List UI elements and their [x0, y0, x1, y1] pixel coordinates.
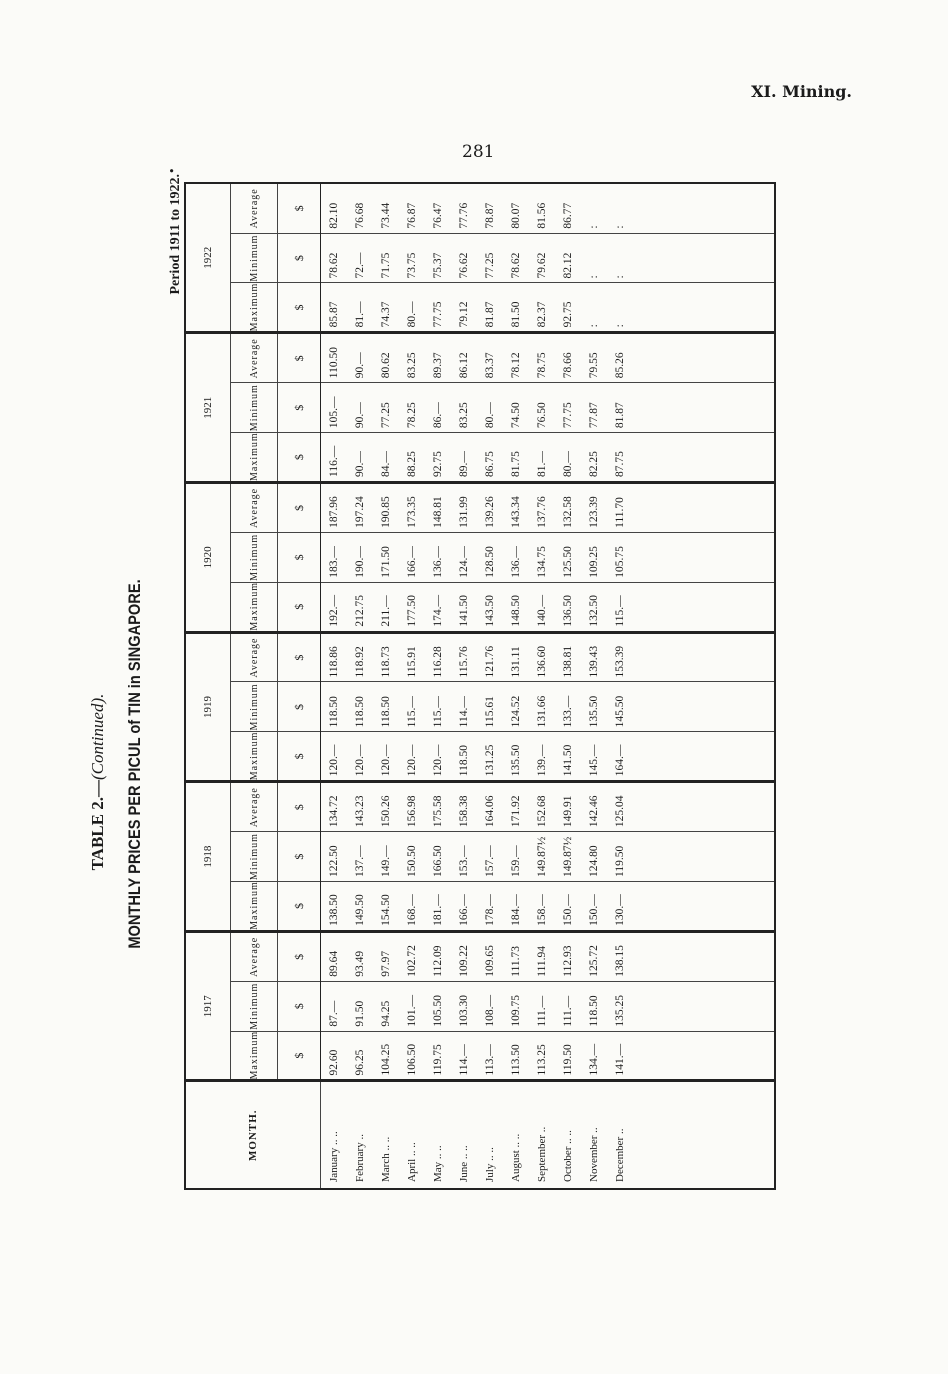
price-cell: 81.75	[503, 433, 529, 483]
month-cell: November ..	[581, 1081, 607, 1189]
price-cell: 125.04	[607, 782, 633, 832]
price-cell: 113.—	[477, 1031, 503, 1081]
price-cell: 121.76	[477, 632, 503, 682]
currency-symbol: $	[278, 931, 321, 981]
price-cell: 139.43	[581, 632, 607, 682]
price-cell: 152.68	[529, 782, 555, 832]
price-cell: 138.50	[321, 882, 348, 932]
price-cell: 158.—	[529, 882, 555, 932]
price-cell: 212.75	[347, 582, 373, 632]
price-cell: 141.50	[451, 582, 477, 632]
price-cell: 106.50	[399, 1031, 425, 1081]
period-label: Period 1911 to 1922.	[168, 174, 183, 295]
currency-symbol: $	[278, 183, 321, 233]
price-cell: 78.75	[529, 333, 555, 383]
price-cell: 86.12	[451, 333, 477, 383]
price-cell: 143.34	[503, 483, 529, 533]
price-cell: 74.37	[373, 283, 399, 333]
price-cell: 120.—	[347, 732, 373, 782]
month-cell: April .. ..	[399, 1081, 425, 1189]
price-cell: 136.60	[529, 632, 555, 682]
price-cell: 81.50	[503, 283, 529, 333]
price-cell: 148.81	[425, 483, 451, 533]
price-cell: 77.76	[451, 183, 477, 233]
price-cell: 81.87	[477, 283, 503, 333]
price-cell: 118.50	[581, 981, 607, 1031]
currency-symbol: $	[278, 882, 321, 932]
price-cell: 136.—	[503, 532, 529, 582]
price-cell: 84.—	[373, 433, 399, 483]
price-cell: 111.—	[555, 981, 581, 1031]
price-cell: 92.60	[321, 1031, 348, 1081]
price-cell: 75.37	[425, 233, 451, 283]
price-cell: 145.50	[607, 682, 633, 732]
price-cell: 73.75	[399, 233, 425, 283]
month-cell: February ..	[347, 1081, 373, 1189]
price-cell: 125.50	[555, 532, 581, 582]
subheader-maximum: Maximum	[231, 882, 278, 932]
price-cell: 83.37	[477, 333, 503, 383]
price-cell: :	[581, 233, 607, 283]
price-cell: 77.75	[425, 283, 451, 333]
price-cell: 116.28	[425, 632, 451, 682]
currency-symbol: $	[278, 632, 321, 682]
currency-symbol: $	[278, 1031, 321, 1081]
price-cell: 109.22	[451, 931, 477, 981]
price-cell: 109.65	[477, 931, 503, 981]
price-cell: 164.—	[607, 732, 633, 782]
table-row	[399, 183, 425, 1189]
table-row	[373, 183, 399, 1189]
price-cell: 81.56	[529, 183, 555, 233]
price-cell: 178.—	[477, 882, 503, 932]
price-cell: 78.66	[555, 333, 581, 383]
price-cell: 171.50	[373, 532, 399, 582]
table-row	[477, 183, 503, 1189]
price-cell: 102.72	[399, 931, 425, 981]
price-cell: 131.99	[451, 483, 477, 533]
currency-symbol: $	[278, 233, 321, 283]
price-cell: 73.44	[373, 183, 399, 233]
price-cell: 119.50	[555, 1031, 581, 1081]
subheader-average: Average	[231, 333, 278, 383]
price-cell: 166.—	[451, 882, 477, 932]
subheader-maximum: Maximum	[231, 582, 278, 632]
table-row	[451, 183, 477, 1189]
subheader-maximum: Maximum	[231, 283, 278, 333]
table-row	[321, 183, 348, 1189]
month-column-header: MONTH.	[185, 1081, 321, 1189]
month-cell: July .. ..	[477, 1081, 503, 1189]
price-cell: 80.—	[555, 433, 581, 483]
price-cell: 112.93	[555, 931, 581, 981]
price-cell: 158.38	[451, 782, 477, 832]
price-cell: 174.—	[425, 582, 451, 632]
price-cell: 76.50	[529, 383, 555, 433]
price-cell: 93.49	[347, 931, 373, 981]
price-cell: 134.72	[321, 782, 348, 832]
price-cell: 118.50	[451, 732, 477, 782]
price-cell: 190.85	[373, 483, 399, 533]
currency-symbol: $	[278, 333, 321, 383]
price-cell: 131.25	[477, 732, 503, 782]
subheader-average: Average	[231, 782, 278, 832]
table-row	[529, 183, 555, 1189]
price-cell: 89.37	[425, 333, 451, 383]
month-cell: May .. ..	[425, 1081, 451, 1189]
subheader-maximum: Maximum	[231, 732, 278, 782]
price-cell: 149.—	[373, 832, 399, 882]
currency-symbol: $	[278, 832, 321, 882]
table-row	[347, 183, 373, 1189]
price-cell: 89.—	[451, 433, 477, 483]
price-cell: 124.52	[503, 682, 529, 732]
tin-price-table	[184, 182, 776, 1190]
price-cell: 211.—	[373, 582, 399, 632]
price-cell: 115.—	[607, 582, 633, 632]
price-cell: 141.50	[555, 732, 581, 782]
subheader-average: Average	[231, 931, 278, 981]
price-cell: 92.75	[425, 433, 451, 483]
price-cell: 91.50	[347, 981, 373, 1031]
price-cell: 114.—	[451, 682, 477, 732]
price-cell: 109.75	[503, 981, 529, 1031]
price-cell: 78.25	[399, 383, 425, 433]
price-cell: 135.50	[581, 682, 607, 732]
price-cell: 79.62	[529, 233, 555, 283]
price-cell: 173.35	[399, 483, 425, 533]
price-cell: 78.12	[503, 333, 529, 383]
table-title-continued: (Continued).	[88, 693, 107, 781]
price-cell: 190.—	[347, 532, 373, 582]
price-cell: 92.75	[555, 283, 581, 333]
price-cell: :	[581, 283, 607, 333]
price-cell: 87.—	[321, 981, 348, 1031]
price-cell: 81.—	[347, 283, 373, 333]
year-header: 1918	[185, 782, 231, 932]
month-cell: January .. ..	[321, 1081, 348, 1189]
subheader-average: Average	[231, 632, 278, 682]
price-cell: 134.—	[581, 1031, 607, 1081]
price-cell: 114.—	[451, 1031, 477, 1081]
price-cell: 86.75	[477, 433, 503, 483]
price-cell: 181.—	[425, 882, 451, 932]
price-cell: 111.70	[607, 483, 633, 533]
price-cell: 149.87½	[555, 832, 581, 882]
price-cell: 105.—	[321, 383, 348, 433]
price-cell: 77.75	[555, 383, 581, 433]
price-cell: 166.50	[425, 832, 451, 882]
price-cell: 85.26	[607, 333, 633, 383]
price-cell: 105.75	[607, 532, 633, 582]
price-cell: 164.06	[477, 782, 503, 832]
price-cell: 131.11	[503, 632, 529, 682]
price-cell: 142.46	[581, 782, 607, 832]
price-cell: 149.91	[555, 782, 581, 832]
currency-symbol: $	[278, 433, 321, 483]
price-cell: 88.25	[399, 433, 425, 483]
price-cell: 138.15	[607, 931, 633, 981]
price-cell: 143.50	[477, 582, 503, 632]
month-cell: June .. ..	[451, 1081, 477, 1189]
price-cell: 150.50	[399, 832, 425, 882]
price-cell: 175.58	[425, 782, 451, 832]
price-cell: 94.25	[373, 981, 399, 1031]
price-cell: 177.50	[399, 582, 425, 632]
price-cell: 149.87½	[529, 832, 555, 882]
price-cell: 197.24	[347, 483, 373, 533]
price-cell: 132.50	[581, 582, 607, 632]
price-cell: 118.92	[347, 632, 373, 682]
currency-symbol: $	[278, 283, 321, 333]
table-row	[425, 183, 451, 1189]
table-row	[555, 183, 581, 1189]
price-cell: 108.—	[477, 981, 503, 1031]
price-cell: 119.75	[425, 1031, 451, 1081]
currency-symbol: $	[278, 383, 321, 433]
page-number: 281	[462, 142, 495, 162]
price-cell: 124.—	[451, 532, 477, 582]
price-cell: 120.—	[373, 732, 399, 782]
price-cell: :	[581, 183, 607, 233]
subheader-minimum: Minimum	[231, 532, 278, 582]
subheader-row	[231, 183, 278, 1189]
price-cell: 150.—	[555, 882, 581, 932]
year-header: 1921	[185, 333, 231, 483]
year-header: 1917	[185, 931, 231, 1081]
price-cell: 149.50	[347, 882, 373, 932]
price-cell: 138.81	[555, 632, 581, 682]
price-cell: 124.80	[581, 832, 607, 882]
table-body	[321, 183, 776, 1189]
price-cell: 86.—	[425, 383, 451, 433]
price-cell: 115.—	[399, 682, 425, 732]
price-cell: 136.—	[425, 532, 451, 582]
section-title: XI. Mining.	[751, 82, 852, 101]
price-cell: 90.—	[347, 433, 373, 483]
subheader-minimum: Minimum	[231, 383, 278, 433]
price-cell: 80.—	[399, 283, 425, 333]
price-cell: 187.96	[321, 483, 348, 533]
price-cell: 141.—	[607, 1031, 633, 1081]
price-cell: 86.77	[555, 183, 581, 233]
price-cell: 136.50	[555, 582, 581, 632]
price-cell: 96.25	[347, 1031, 373, 1081]
price-cell: 79.12	[451, 283, 477, 333]
price-cell: 137.76	[529, 483, 555, 533]
price-cell: 128.50	[477, 532, 503, 582]
currency-symbol: $	[278, 782, 321, 832]
price-cell: 105.50	[425, 981, 451, 1031]
price-cell: 139.—	[529, 732, 555, 782]
price-cell: 77.25	[477, 233, 503, 283]
price-cell: 87.75	[607, 433, 633, 483]
month-cell: August .. ..	[503, 1081, 529, 1189]
price-cell: 113.25	[529, 1031, 555, 1081]
price-cell: 150.26	[373, 782, 399, 832]
price-cell: 82.12	[555, 233, 581, 283]
price-cell: 82.25	[581, 433, 607, 483]
price-cell: 118.50	[373, 682, 399, 732]
month-cell: December ..	[607, 1081, 633, 1189]
currency-symbol: $	[278, 981, 321, 1031]
price-cell: 150.—	[581, 882, 607, 932]
price-cell: 90.—	[347, 333, 373, 383]
price-cell: 135.50	[503, 732, 529, 782]
subheader-average: Average	[231, 483, 278, 533]
year-header-row	[185, 183, 231, 1189]
price-cell: 116.—	[321, 433, 348, 483]
price-cell: 183.—	[321, 532, 348, 582]
price-cell: :	[607, 283, 633, 333]
price-cell: 111.—	[529, 981, 555, 1031]
currency-row	[278, 183, 321, 1189]
price-cell: 115.61	[477, 682, 503, 732]
price-cell: 115.91	[399, 632, 425, 682]
price-cell: 153.39	[607, 632, 633, 682]
price-cell: 103.30	[451, 981, 477, 1031]
price-cell: 97.97	[373, 931, 399, 981]
price-cell: 145.—	[581, 732, 607, 782]
price-cell: 104.25	[373, 1031, 399, 1081]
price-cell: 115.—	[425, 682, 451, 732]
price-cell: 120.—	[399, 732, 425, 782]
price-cell: 74.50	[503, 383, 529, 433]
price-cell: 168.—	[399, 882, 425, 932]
price-cell: 135.25	[607, 981, 633, 1031]
price-cell: 101.—	[399, 981, 425, 1031]
price-cell: 78.62	[503, 233, 529, 283]
price-cell: 118.50	[347, 682, 373, 732]
price-cell: 156.98	[399, 782, 425, 832]
table-row	[607, 183, 633, 1189]
year-header: 1922	[185, 183, 231, 333]
price-cell: 159.—	[503, 832, 529, 882]
price-cell: 89.64	[321, 931, 348, 981]
price-cell: 154.50	[373, 882, 399, 932]
price-cell: 166.—	[399, 532, 425, 582]
price-cell: 143.23	[347, 782, 373, 832]
price-cell: 76.68	[347, 183, 373, 233]
price-cell: 77.87	[581, 383, 607, 433]
month-cell: September ..	[529, 1081, 555, 1189]
price-cell: 171.92	[503, 782, 529, 832]
price-cell: 77.25	[373, 383, 399, 433]
price-cell: 122.50	[321, 832, 348, 882]
price-cell: 184.—	[503, 882, 529, 932]
price-cell: 82.37	[529, 283, 555, 333]
price-cell: 90.—	[347, 383, 373, 433]
price-cell: 137.—	[347, 832, 373, 882]
month-cell: March .. ..	[373, 1081, 399, 1189]
price-cell: 153.—	[451, 832, 477, 882]
price-cell: 80.07	[503, 183, 529, 233]
table-title-main: TABLE 2.—	[88, 780, 107, 871]
year-header: 1920	[185, 483, 231, 633]
table-row	[581, 183, 607, 1189]
price-cell: 80.62	[373, 333, 399, 383]
price-cell: 81.87	[607, 383, 633, 433]
subheader-minimum: Minimum	[231, 682, 278, 732]
currency-symbol: $	[278, 483, 321, 533]
price-cell: 111.73	[503, 931, 529, 981]
table-title	[88, 572, 108, 992]
price-cell: 192.—	[321, 582, 348, 632]
price-cell: 83.25	[451, 383, 477, 433]
price-cell: 140.—	[529, 582, 555, 632]
price-cell: :	[607, 233, 633, 283]
price-cell: 72.—	[347, 233, 373, 283]
price-cell: 78.87	[477, 183, 503, 233]
price-cell: 112.09	[425, 931, 451, 981]
currency-symbol: $	[278, 732, 321, 782]
price-cell: 79.55	[581, 333, 607, 383]
price-cell: :	[607, 183, 633, 233]
price-cell: 115.76	[451, 632, 477, 682]
currency-symbol: $	[278, 532, 321, 582]
price-cell: 119.50	[607, 832, 633, 882]
price-cell: 125.72	[581, 931, 607, 981]
price-cell: 85.87	[321, 283, 348, 333]
subheader-average: Average	[231, 183, 278, 233]
subheader-minimum: Minimum	[231, 233, 278, 283]
price-cell: 71.75	[373, 233, 399, 283]
price-cell: 80.—	[477, 383, 503, 433]
price-cell: 109.25	[581, 532, 607, 582]
subheader-maximum: Maximum	[231, 433, 278, 483]
year-header: 1919	[185, 632, 231, 782]
subheader-maximum: Maximum	[231, 1031, 278, 1081]
month-cell: October .. ..	[555, 1081, 581, 1189]
price-cell: 123.39	[581, 483, 607, 533]
subheader-minimum: Minimum	[231, 832, 278, 882]
price-cell: 120.—	[321, 732, 348, 782]
table-row	[503, 183, 529, 1189]
price-cell: 111.94	[529, 931, 555, 981]
table-filler-row	[633, 183, 775, 1189]
price-cell: 83.25	[399, 333, 425, 383]
price-cell: 120.—	[425, 732, 451, 782]
price-cell: 118.86	[321, 632, 348, 682]
price-cell: 118.50	[321, 682, 348, 732]
corner-mark: •	[166, 167, 179, 174]
currency-symbol: $	[278, 582, 321, 632]
price-cell: 76.47	[425, 183, 451, 233]
price-cell: 131.66	[529, 682, 555, 732]
price-cell: 148.50	[503, 582, 529, 632]
price-cell: 78.62	[321, 233, 348, 283]
price-cell: 139.26	[477, 483, 503, 533]
price-cell: 134.75	[529, 532, 555, 582]
price-cell: 76.62	[451, 233, 477, 283]
price-cell: 113.50	[503, 1031, 529, 1081]
price-cell: 110.50	[321, 333, 348, 383]
price-cell: 81.—	[529, 433, 555, 483]
subheader-minimum: Minimum	[231, 981, 278, 1031]
price-cell: 133.—	[555, 682, 581, 732]
price-cell: 118.73	[373, 632, 399, 682]
price-cell: 82.10	[321, 183, 348, 233]
price-cell: 157.—	[477, 832, 503, 882]
table-subtitle: MONTHLY PRICES PER PICUL of TIN in SINGAPORE.	[125, 579, 144, 949]
price-cell: 132.58	[555, 483, 581, 533]
price-cell: 130.—	[607, 882, 633, 932]
currency-symbol: $	[278, 682, 321, 732]
price-cell: 76.87	[399, 183, 425, 233]
